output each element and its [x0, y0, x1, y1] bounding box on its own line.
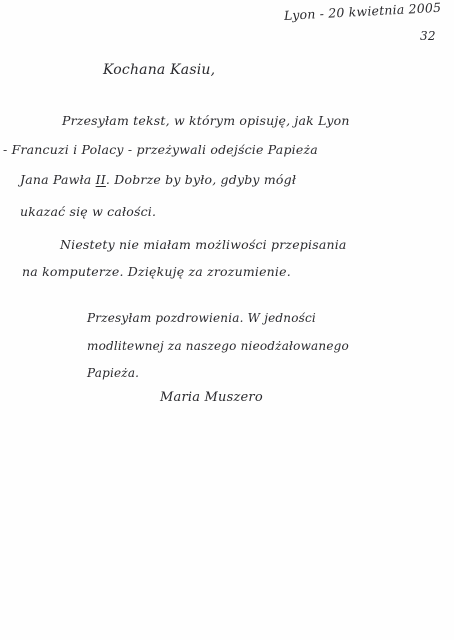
paragraph3-line1: Przesyłam pozdrowienia. W jedności	[87, 311, 316, 325]
paragraph1-line3-part-c: . Dobrze by było, gdyby mógł	[105, 172, 297, 187]
letter-date: Lyon - 20 kwietnia 2005	[283, 0, 442, 23]
paragraph1-line4: ukazać się w całości.	[20, 204, 157, 219]
paragraph1-line3	[20, 172, 296, 187]
paragraph3-line2: modlitewnej za naszego nieodżałowanego	[87, 339, 349, 353]
paragraph1-line1: Przesyłam tekst, w którym opisuję, jak Lyon	[62, 113, 350, 128]
page-number: 32	[420, 29, 436, 43]
paragraph1-line3-part-a: Jana Pawła	[20, 172, 96, 187]
paragraph2-line2: na komputerze. Dziękuję za zrozumienie.	[22, 264, 291, 279]
paragraph1-line2: - Francuzi i Polacy - przeżywali odejście Papieża	[3, 142, 318, 157]
paragraph1-line3-roman-numeral: II	[95, 172, 106, 187]
paragraph3-line3: Papieża.	[87, 366, 140, 380]
salutation: Kochana Kasiu,	[103, 62, 216, 78]
signature: Maria Muszero	[160, 390, 263, 405]
paragraph2-line1: Niestety nie miałam możliwości przepisania	[60, 237, 347, 252]
